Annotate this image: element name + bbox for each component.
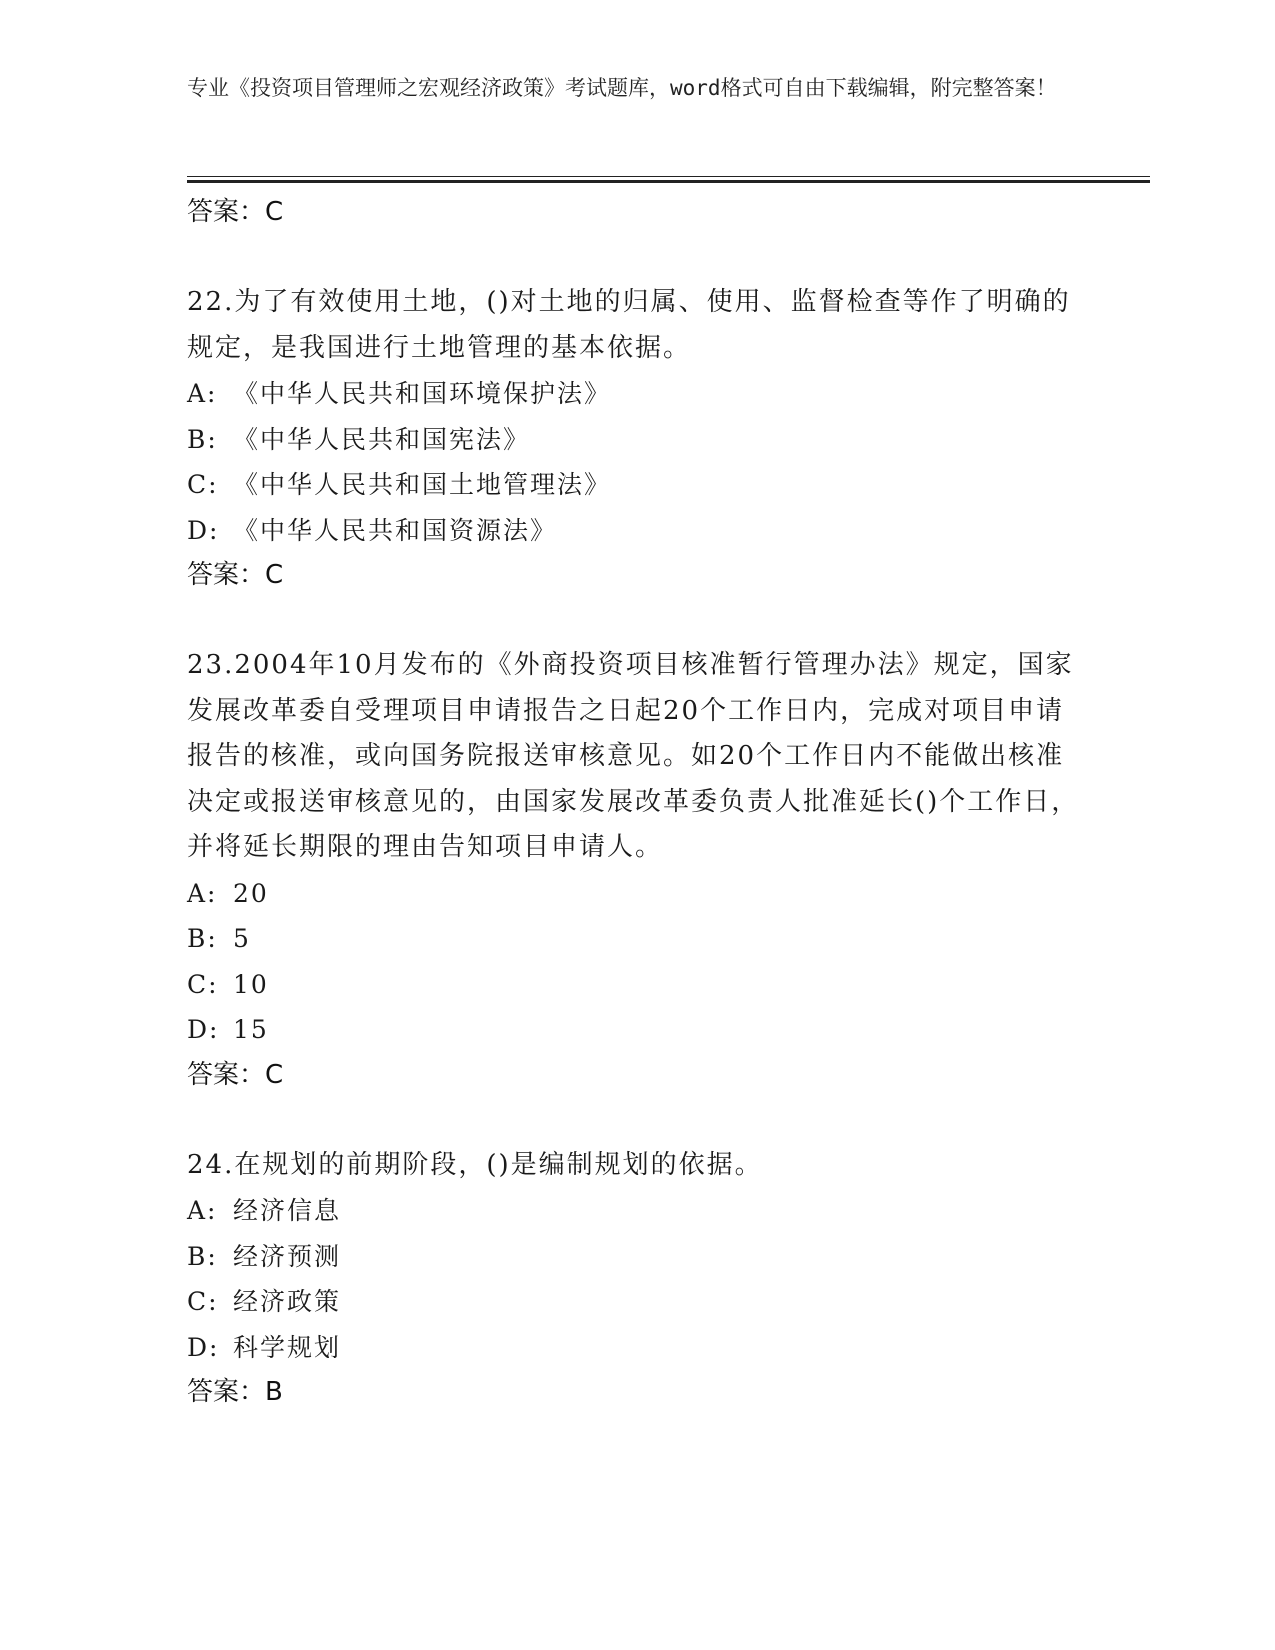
question-stem: 23.2004年10月发布的《外商投资项目核准暂行管理办法》规定，国家发展改革委自受理项目申请报告之日起20个工作日内，完成对项目申请报告的核准，或向国务院报送审核意见。如20个工作日内不能做出核准决定或报送审核意见的，由国家发展改革委负责人批准延长()个工作日，并将延长期限的理由告知项目申请人。 [187,650,1080,862]
option-letter: C: [187,470,219,499]
option-text: 经济政策 [233,1287,342,1316]
option-c [187,462,1087,508]
option-d [187,1007,1087,1053]
option-text: 《中华人民共和国环境保护法》 [233,379,612,408]
question-stem: 22.为了有效使用土地，()对土地的归属、使用、监督检查等作了明确的规定，是我国进行土地管理的基本依据。 [187,287,1071,363]
question-answer: 答案：C [187,1059,284,1090]
question-answer: 答案：B [187,1377,283,1407]
option-letter: A: [187,1196,218,1225]
option-a [187,871,1087,917]
option-letter: A: [187,379,218,408]
option-text: 《中华人民共和国土地管理法》 [233,470,612,499]
question-list [187,190,1087,1414]
question-23 [187,643,1087,1097]
option-text: 10 [233,969,269,999]
option-letter: D: [187,1332,220,1362]
option-text: 15 [233,1015,269,1044]
option-letter: C: [187,969,219,999]
option-letter: D: [187,1015,220,1044]
header-rule-thick [187,180,1150,183]
option-letter: A: [187,878,218,908]
option-text: 20 [233,878,269,908]
question-stem: 24.在规划的前期阶段，()是编制规划的依据。 [187,1149,763,1180]
option-letter: C: [187,1287,219,1316]
option-b [187,916,1087,962]
question-22 [187,280,1087,597]
option-b [187,1234,1087,1280]
option-letter: D: [187,515,220,545]
option-text: 经济预测 [233,1241,342,1271]
option-c [187,962,1087,1008]
option-a [187,371,1087,417]
option-text: 经济信息 [233,1196,342,1225]
question-24 [187,1143,1087,1415]
option-a [187,1188,1087,1234]
option-c [187,1279,1087,1325]
option-d [187,1325,1087,1371]
option-text: 科学规划 [233,1332,342,1362]
option-letter: B: [187,924,218,953]
option-text: 《中华人民共和国资源法》 [233,515,558,545]
option-text: 《中华人民共和国宪法》 [233,424,531,454]
option-b [187,417,1087,463]
option-text: 5 [233,924,251,953]
question-answer: 答案：C [187,560,284,590]
option-d [187,508,1087,554]
option-letter: B: [187,1241,218,1271]
header-rule-thin [187,176,1150,177]
previous-answer: 答案：C [187,197,284,227]
option-letter: B: [187,424,218,454]
header-note: 专业《投资项目管理师之宏观经济政策》考试题库，word格式可自由下载编辑，附完整答案！ [187,76,1057,100]
